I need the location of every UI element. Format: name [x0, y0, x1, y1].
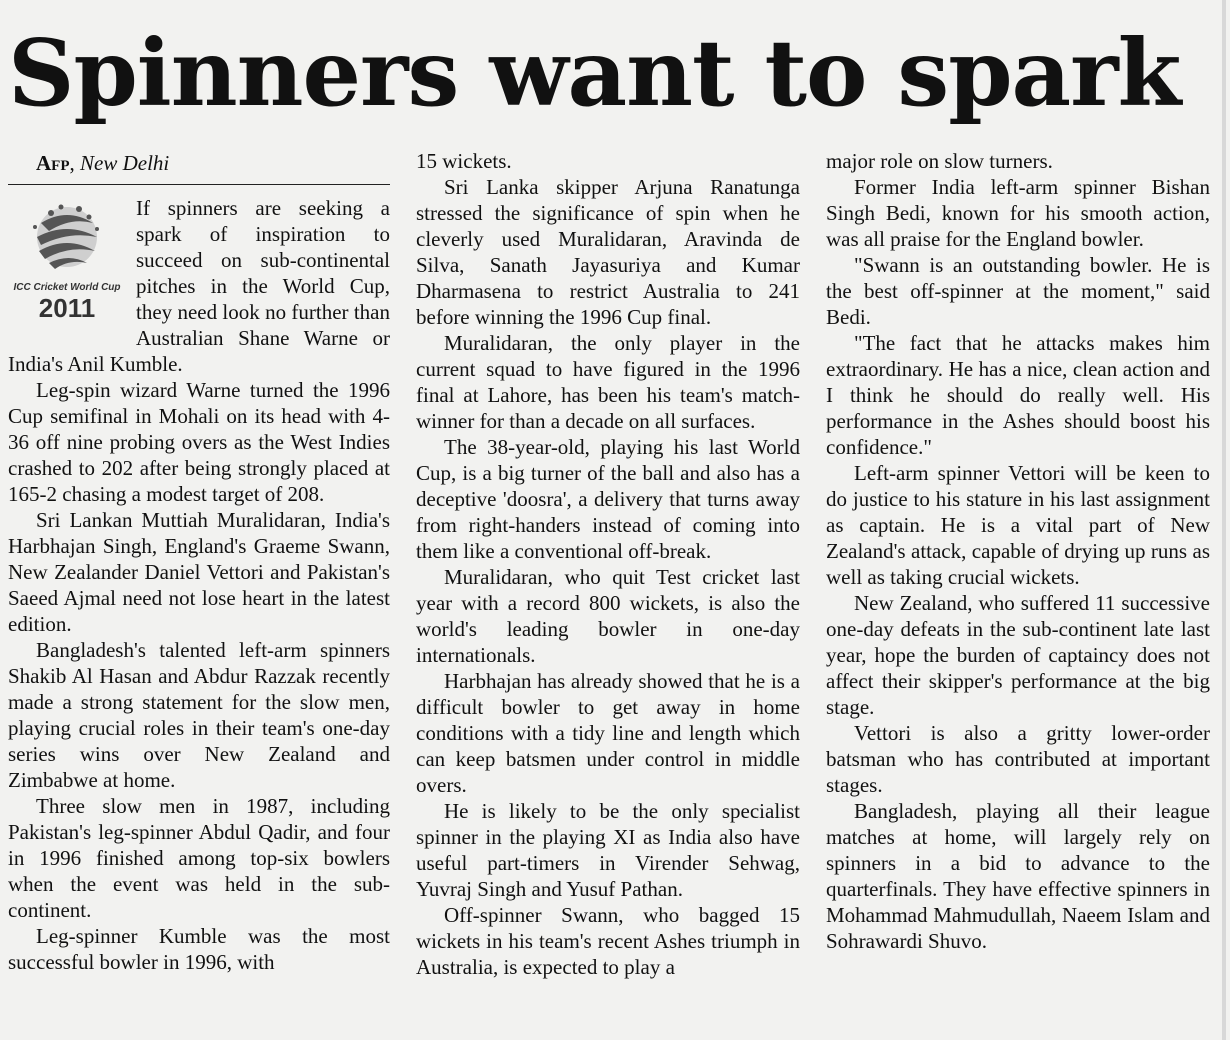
logo-year: 2011 [38, 293, 96, 323]
scan-edge [1222, 0, 1226, 1040]
paragraph: 15 wickets. [416, 149, 512, 173]
paragraph: New Zealand, who suffered 11 successive one-day defeats in the sub-continent late last year, hope the burden of captaincy does not affect their skipper's performance at the big stage. [826, 591, 1210, 719]
byline: Afp, New Delhi [36, 151, 170, 175]
paragraph: Former India left-arm spinner Bishan Singh Bedi, known for his smooth action, was all praise for the England bowler. [826, 175, 1210, 251]
paragraph: Harbhajan has already showed that he is a difficult bowler to get away in home conditions with a tidy line and length which can keep batsmen under control in middle overs. [416, 669, 800, 797]
paragraph: Leg-spinner Kumble was the most successful bowler in 1996, with [8, 924, 390, 974]
paragraph: If spinners are seeking a spark of inspiration to succeed on sub-continental pitches in the World Cup, they need look no further than Australian Shane Warne or India's Anil Kumble. [8, 196, 390, 376]
paragraph: "Swann is an outstanding bowler. He is the best off-spinner at the moment," said Bedi. [826, 253, 1210, 329]
article-column-2 [416, 148, 800, 980]
paragraph: Three slow men in 1987, including Pakistan's leg-spinner Abdul Qadir, and four in 1996 finished among top-six bowlers when the event was held in the sub-continent. [8, 794, 390, 922]
paragraph: Sri Lankan Muttiah Muralidaran, India's Harbhajan Singh, England's Graeme Swann, New Zealander Daniel Vettori and Pakistan's Saeed Ajmal need not lose heart in the latest edition. [8, 508, 390, 636]
paragraph: Off-spinner Swann, who bagged 15 wickets in his team's recent Ashes triumph in Australia, is expected to play a [416, 903, 800, 979]
paragraph: Left-arm spinner Vettori will be keen to do justice to his stature in his last assignment as captain. He is a vital part of New Zealand's attack, capable of drying up runs as well as taking crucial wickets. [826, 461, 1210, 589]
world-cup-logo [8, 197, 126, 329]
paragraph: "The fact that he attacks makes him extraordinary. He has a nice, clean action and I think he should do really well. His performance in the Ashes should boost his confidence." [826, 331, 1210, 459]
paragraph: The 38-year-old, playing his last World Cup, is a big turner of the ball and also has a deceptive 'doosra', a delivery that turns away from right-handers instead of coming into them like a conventional off-break. [416, 435, 800, 563]
byline-city: New Delhi [80, 151, 170, 175]
paragraph: He is likely to be the only specialist spinner in the playing XI as India also have useful part-timers in Virender Sehwag, Yuvraj Singh and Yusuf Pathan. [416, 799, 800, 901]
article-column-3 [826, 148, 1210, 954]
paragraph: Bangladesh's talented left-arm spinners Shakib Al Hasan and Abdur Razzak recently made a strong statement for the slow men, playing crucial roles in their team's one-day series wins over New Zealand and Zimbabwe at home. [8, 638, 390, 792]
world-cup-emblem-icon [21, 197, 113, 281]
article-column-1 [8, 150, 390, 975]
paragraph: major role on slow turners. [826, 149, 1053, 173]
byline-rule [8, 184, 390, 185]
paragraph: Muralidaran, who quit Test cricket last year with a record 800 wickets, is also the world's leading bowler in one-day internationals. [416, 565, 800, 667]
byline-agency: Afp [36, 151, 70, 175]
paragraph: Bangladesh, playing all their league matches at home, will largely rely on spinners in a bid to advance to the quarterfinals. They have effective spinners in Mohammad Mahmudullah, Naeem Islam and Sohrawardi Shuvo. [826, 799, 1210, 953]
paragraph: Muralidaran, the only player in the current squad to have figured in the 1996 final at Lahore, has been his team's match-winner for than a decade on all surfaces. [416, 331, 800, 433]
headline: Spinners want to spark [8, 19, 1181, 127]
paragraph: Leg-spin wizard Warne turned the 1996 Cup semifinal in Mohali on its head with 4-36 off nine probing overs as the West Indies crashed to 202 after being strongly placed at 165-2 chasing a modest target of 208. [8, 378, 390, 506]
logo-caption: ICC Cricket World Cup [13, 282, 121, 293]
paragraph: Sri Lanka skipper Arjuna Ranatunga stressed the significance of spin when he cleverly used Muralidaran, Aravinda de Silva, Sanath Jayasuriya and Kumar Dharmasena to restrict Australia to 241 before winning the 1996 Cup final. [416, 175, 800, 329]
paragraph: Vettori is also a gritty lower-order batsman who has contributed at important stages. [826, 721, 1210, 797]
